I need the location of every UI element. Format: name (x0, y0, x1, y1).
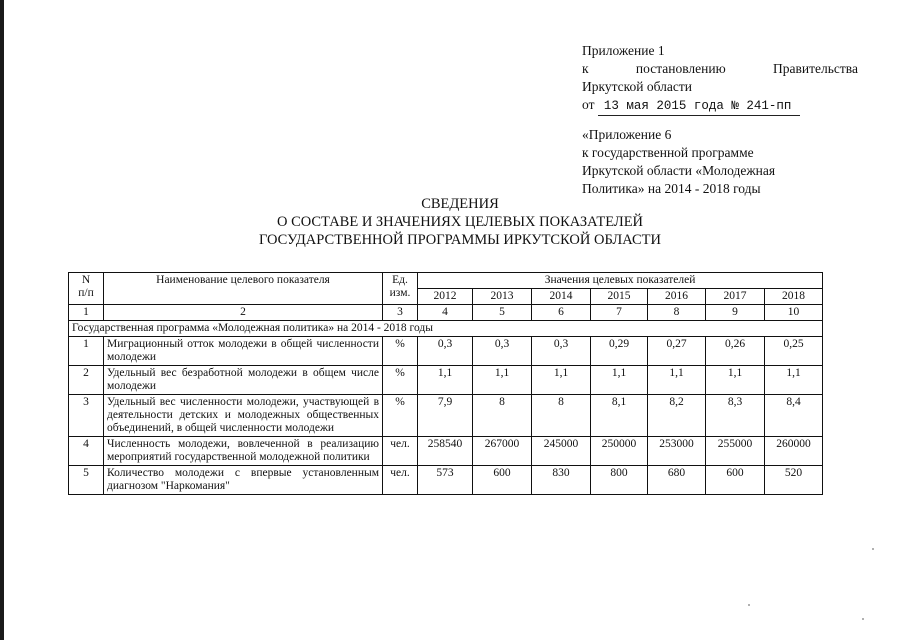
scan-speck (872, 548, 874, 550)
value-cell: 600 (473, 466, 532, 495)
header-values: Значения целевых показателей (418, 273, 823, 289)
value-cell: 1,1 (418, 366, 473, 395)
scan-edge-bar (0, 0, 4, 640)
indicator-name: Удельный вес численности молодежи, участвующей в деятельности детских и молодежных общественных объединений, в общей численности молодежи (104, 395, 383, 437)
indicator-name: Численность молодежи, вовлеченной в реализацию мероприятий государственной молодежной политики (104, 437, 383, 466)
unit-cell: чел. (383, 437, 418, 466)
value-cell: 8,1 (591, 395, 648, 437)
value-cell: 1,1 (473, 366, 532, 395)
unit-cell: % (383, 395, 418, 437)
header-n: N п/п (69, 273, 104, 305)
year-header: 2014 (532, 289, 591, 305)
column-number: 4 (418, 305, 473, 321)
value-cell: 267000 (473, 437, 532, 466)
value-cell: 0,29 (591, 337, 648, 366)
table-row (69, 466, 823, 495)
word-k: к (582, 61, 589, 76)
year-header: 2017 (706, 289, 765, 305)
value-cell: 0,26 (706, 337, 765, 366)
value-cell: 8,4 (765, 395, 823, 437)
value-cell: 255000 (706, 437, 765, 466)
value-cell: 258540 (418, 437, 473, 466)
unit-cell: % (383, 337, 418, 366)
unit-cell: % (383, 366, 418, 395)
header-name: Наименование целевого показателя (104, 273, 383, 305)
column-number: 7 (591, 305, 648, 321)
appendix-6-block (582, 126, 842, 198)
value-cell: 8,3 (706, 395, 765, 437)
value-cell: 1,1 (765, 366, 823, 395)
value-cell: 0,3 (473, 337, 532, 366)
appendix-1-date-line (582, 96, 858, 116)
heading-line-1: СВЕДЕНИЯ (421, 196, 499, 212)
value-cell: 260000 (765, 437, 823, 466)
value-cell: 520 (765, 466, 823, 495)
value-cell: 8,2 (648, 395, 706, 437)
value-cell: 0,25 (765, 337, 823, 366)
year-header: 2012 (418, 289, 473, 305)
indicators-table (68, 272, 823, 495)
table-row (69, 395, 823, 437)
column-number: 2 (104, 305, 383, 321)
year-header: 2016 (648, 289, 706, 305)
row-number: 3 (69, 395, 104, 437)
column-number: 6 (532, 305, 591, 321)
appendix-6-title: «Приложение 6 (582, 127, 672, 142)
row-number: 1 (69, 337, 104, 366)
year-header: 2013 (473, 289, 532, 305)
program-title: Государственная программа «Молодежная политика» на 2014 - 2018 годы (69, 321, 823, 337)
appendix-6-line3: Иркутской области «Молодежная (582, 163, 776, 178)
appendix-6-line4: Политика» на 2014 - 2018 годы (582, 181, 761, 196)
value-cell: 830 (532, 466, 591, 495)
numbering-row (69, 305, 823, 321)
document-heading (180, 195, 740, 249)
value-cell: 250000 (591, 437, 648, 466)
column-number: 8 (648, 305, 706, 321)
value-cell: 8 (532, 395, 591, 437)
year-header: 2018 (765, 289, 823, 305)
date-prefix: от (582, 97, 595, 112)
value-cell: 8 (473, 395, 532, 437)
table-row (69, 337, 823, 366)
word-government: Правительства (773, 61, 858, 76)
column-number: 9 (706, 305, 765, 321)
header-unit: Ед. изм. (383, 273, 418, 305)
scan-speck (748, 604, 750, 606)
value-cell: 7,9 (418, 395, 473, 437)
value-cell: 600 (706, 466, 765, 495)
value-cell: 680 (648, 466, 706, 495)
unit-cell: чел. (383, 466, 418, 495)
value-cell: 1,1 (706, 366, 765, 395)
heading-line-3: ГОСУДАРСТВЕННОЙ ПРОГРАММЫ ИРКУТСКОЙ ОБЛАСТИ (258, 232, 662, 248)
indicator-name: Миграционный отток молодежи в общей численности молодежи (104, 337, 383, 366)
value-cell: 245000 (532, 437, 591, 466)
appendix-1-block (582, 42, 858, 116)
column-number: 5 (473, 305, 532, 321)
column-number: 1 (69, 305, 104, 321)
heading-line-2: О СОСТАВЕ И ЗНАЧЕНИЯХ ЦЕЛЕВЫХ ПОКАЗАТЕЛЕЙ (276, 214, 644, 230)
header-row (69, 273, 823, 289)
appendix-1-region: Иркутской области (582, 79, 693, 94)
value-cell: 0,27 (648, 337, 706, 366)
value-cell: 1,1 (591, 366, 648, 395)
word-decree: постановлению (635, 61, 726, 76)
table-row (69, 366, 823, 395)
table-row (69, 437, 823, 466)
row-number: 4 (69, 437, 104, 466)
indicator-name: Удельный вес безработной молодежи в общем числе молодежи (104, 366, 383, 395)
value-cell: 0,3 (418, 337, 473, 366)
value-cell: 800 (591, 466, 648, 495)
year-header: 2015 (591, 289, 648, 305)
indicator-name: Количество молодежи с впервые установленным диагнозом "Наркомания" (104, 466, 383, 495)
appendix-6-line2: к государственной программе (582, 145, 754, 160)
value-cell: 1,1 (532, 366, 591, 395)
program-row (69, 321, 823, 337)
row-number: 5 (69, 466, 104, 495)
appendix-1-decree-line (582, 60, 858, 78)
column-number: 10 (765, 305, 823, 321)
date-value: 13 мая 2015 года № 241-пп (598, 97, 800, 116)
column-number: 3 (383, 305, 418, 321)
value-cell: 0,3 (532, 337, 591, 366)
value-cell: 253000 (648, 437, 706, 466)
row-number: 2 (69, 366, 104, 395)
scan-speck (862, 618, 864, 620)
appendix-1-title: Приложение 1 (582, 43, 665, 58)
value-cell: 1,1 (648, 366, 706, 395)
value-cell: 573 (418, 466, 473, 495)
